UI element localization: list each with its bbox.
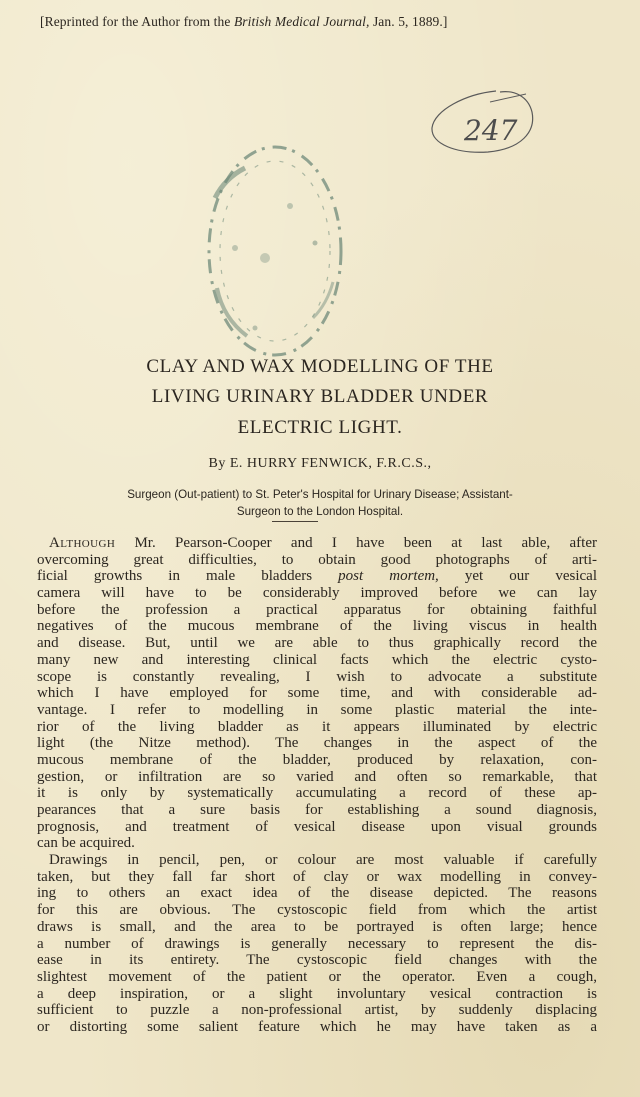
reprint-note	[40, 14, 600, 30]
body-line: a number of drawings is generally necessary to represent the dis-	[37, 935, 597, 952]
body-line: a deep inspiration, or a slight involuntary vesical contraction is	[37, 985, 597, 1002]
body-line: which I have employed for some time, and with considerable ad-	[37, 685, 597, 702]
body-line: negatives of the mucous membrane of the living viscus in health	[37, 618, 597, 635]
body-line: light (the Nitze method). The changes in the aspect of the	[37, 735, 597, 752]
body-line: gestion, or infiltration are so varied and often so remarkable, that	[37, 768, 597, 785]
body-line: taken, but they fall far short of clay or wax modelling in convey-	[37, 868, 597, 885]
body-line: draws is small, and the area to be portrayed is often large; hence	[37, 918, 597, 935]
reprint-note-prefix: [Reprinted for the Author from the	[40, 14, 234, 29]
italic-phrase: post mortem,	[338, 568, 439, 585]
body-line: ficial growths in male bladders post mortem, yet our vesical	[37, 568, 597, 585]
journal-name: British Medical Journal,	[233, 14, 370, 29]
body-line: many new and interesting clinical facts which the electric cysto-	[37, 651, 597, 668]
affiliation-line-2: Surgeon to the London Hospital.	[236, 505, 404, 518]
body-line: Drawings in pencil, pen, or colour are most valuable if carefully	[49, 852, 597, 869]
body-line: mucous membrane of the bladder, produced by relaxation, con-	[37, 751, 597, 768]
body-line: vantage. I refer to modelling in some plastic material the inte-	[37, 701, 597, 718]
body-line: sufficient to puzzle a non-professional artist, by suddenly displacing	[37, 1002, 597, 1019]
body-line: it is only by systematically accumulating a record of these ap-	[37, 785, 597, 802]
title-line-3: ELECTRIC LIGHT.	[237, 417, 403, 438]
library-stamp-seal	[195, 138, 350, 373]
handwritten-number-text: 247	[464, 114, 518, 147]
body-line: ing to others an exact idea of the disease depicted. The reasons	[37, 885, 597, 902]
body-line: and disease. But, until we are able to thus graphically record the	[37, 635, 597, 652]
body-line: slightest movement of the patient or the operator. Even a cough,	[37, 968, 597, 985]
body-line: before the profession a practical apparatus for obtaining faithful	[37, 601, 597, 618]
body-line: prognosis, and treatment of vesical disease upon visual grounds	[37, 818, 597, 835]
article-body	[37, 535, 597, 1036]
title-line-1: CLAY AND WAX MODELLING OF THE	[146, 356, 494, 377]
body-line: for this are obvious. The cystoscopic field from which the artist	[37, 902, 597, 919]
body-line: scope is constantly revealing, I wish to advocate a substitute	[37, 668, 597, 685]
body-line: Although Mr. Pearson-Cooper and I have been at last able, after	[49, 535, 597, 551]
title-line-2: LIVING URINARY BLADDER UNDER	[151, 386, 489, 407]
affiliation-line-1: Surgeon (Out-patient) to St. Peter's Hospital for Urinary Disease; Assistant-	[127, 488, 513, 501]
body-line: can be acquired.	[37, 835, 135, 852]
body-line: overcoming great difficulties, to obtain good photographs of arti-	[37, 551, 597, 568]
body-line: or distorting some salient feature which he may have taken as a	[37, 1018, 597, 1035]
author-affiliation	[50, 486, 590, 520]
author-byline: By E. HURRY FENWICK, F.R.C.S.,	[208, 456, 432, 471]
body-line: rior of the living bladder as it appears illuminated by electric	[37, 718, 597, 735]
opening-word: Although	[49, 535, 116, 551]
section-divider	[272, 521, 318, 522]
body-line: pearances that a sure basis for establishing a sound diagnosis,	[37, 802, 597, 818]
body-line: camera will have to be considerably improved before we can lay	[37, 585, 597, 602]
reprint-note-suffix: Jan. 5, 1889.]	[369, 14, 448, 29]
handwritten-number-annotation	[426, 88, 538, 160]
body-line: ease in its entirety. The cystoscopic field changes with the	[37, 952, 597, 969]
